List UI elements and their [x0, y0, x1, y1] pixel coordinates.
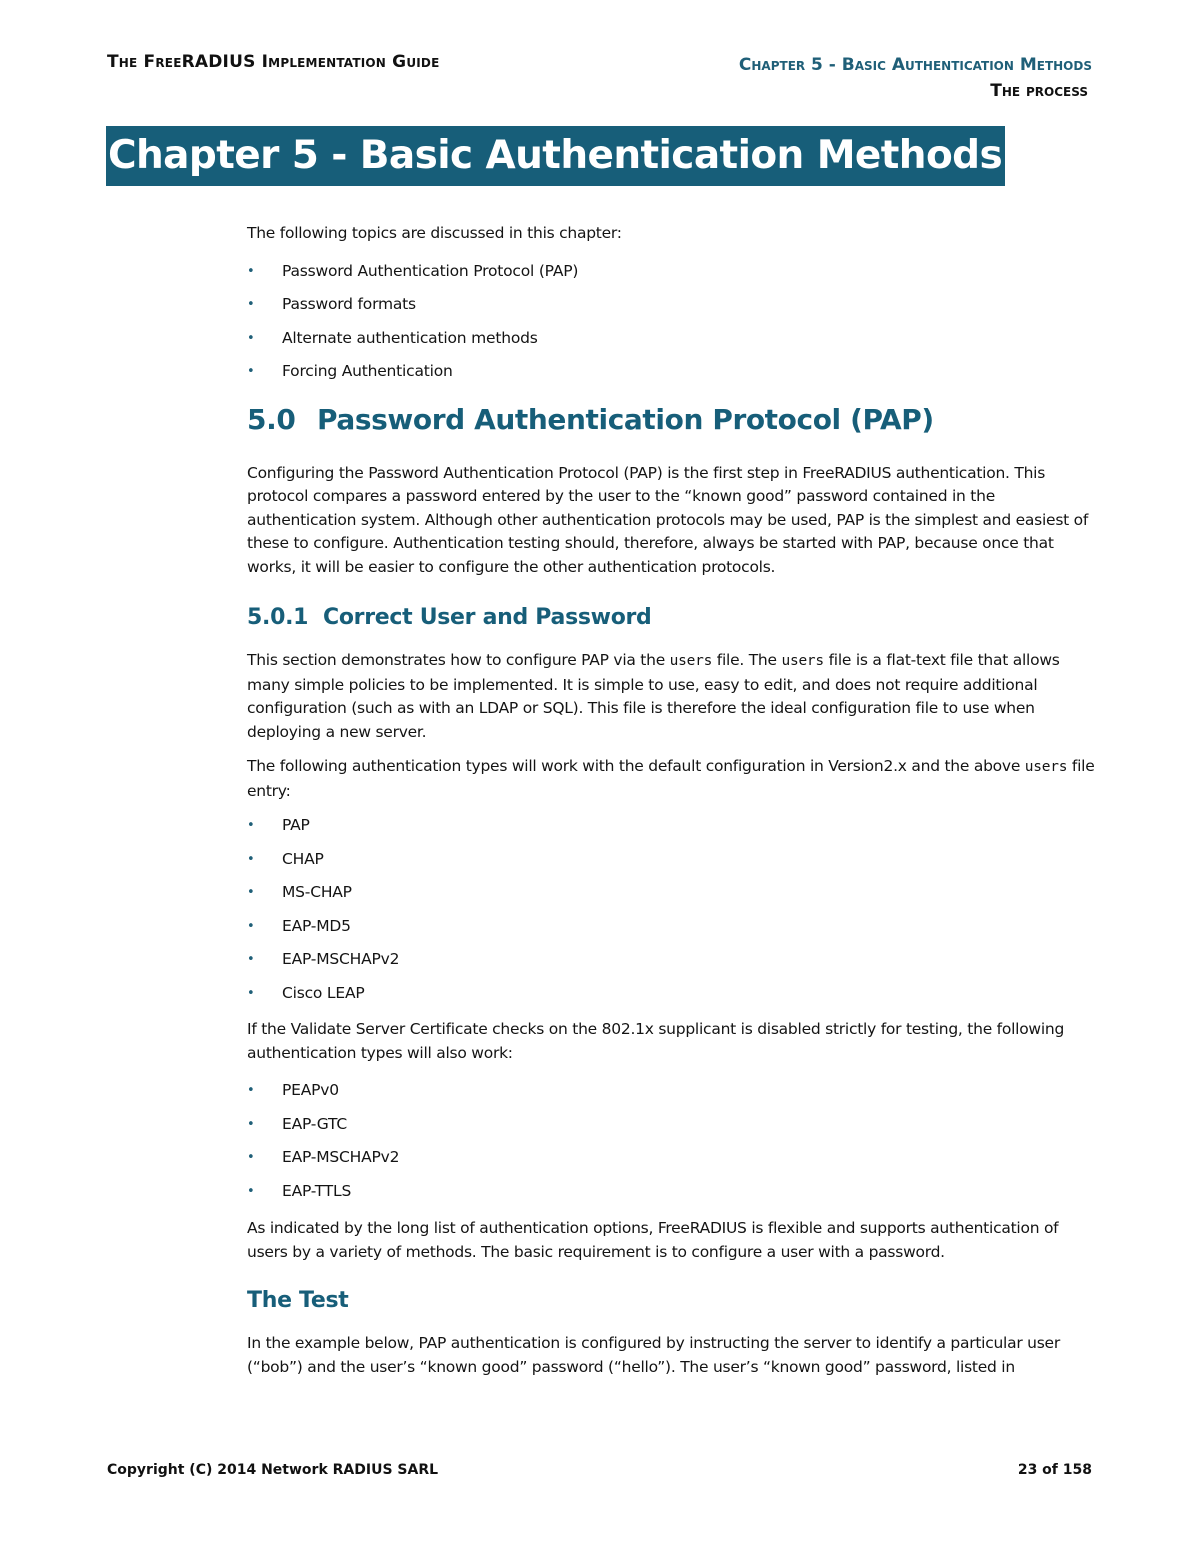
- bullet-icon: •: [247, 330, 255, 346]
- extra-auth-type-list: [247, 1079, 1097, 1203]
- section-title: Password Authentication Protocol (PAP): [317, 402, 934, 436]
- users-file-paragraph: This section demonstrates how to configure PAP via the users file. The users file is a flat-text file that allows many simple policies to be implemented. It is simple to use, easy to edit, and does not require additional configuration (such as with an LDAP or SQL). This file is therefore the ideal configuration file to use when deploying a new server.: [247, 651, 1060, 741]
- bullet-icon: •: [247, 1150, 255, 1165]
- list-item: • EAP-MD5: [247, 915, 1097, 939]
- validate-cert-paragraph: If the Validate Server Certificate checks on the 802.1x supplicant is disabled strictly for testing, the following authentication types will also work:: [247, 1020, 1065, 1062]
- code-users: users: [1024, 759, 1068, 775]
- intro-paragraph: The following topics are discussed in this chapter:: [247, 224, 622, 242]
- bullet-icon: •: [247, 1116, 255, 1132]
- list-item: • MS-CHAP: [247, 881, 1097, 905]
- list-item: • PAP: [247, 814, 1097, 838]
- list-item: • EAP-GTC: [247, 1113, 1097, 1137]
- section-number: 5.0.1: [247, 605, 309, 630]
- running-header-right: [739, 52, 1092, 104]
- list-item: • EAP-MSCHAPv2: [247, 948, 1097, 972]
- section-heading-5-0: [247, 402, 1097, 438]
- bullet-icon: •: [247, 952, 255, 967]
- list-item: • Alternate authentication methods: [247, 327, 1097, 351]
- footer-page-number: 23 of 158: [1017, 1462, 1092, 1478]
- list-item: • PEAPv0: [247, 1079, 1097, 1103]
- bullet-icon: •: [247, 885, 255, 900]
- bullet-icon: •: [247, 985, 255, 1001]
- bullet-icon: •: [247, 297, 255, 312]
- page-body: [247, 222, 1097, 1379]
- footer-copyright: Copyright (C) 2014 Network RADIUS SARL: [107, 1462, 439, 1478]
- list-item: • CHAP: [247, 848, 1097, 872]
- flexibility-paragraph: As indicated by the long list of authentication options, FreeRADIUS is flexible and supports authentication of users by a variety of methods. The basic requirement is to configure a user with a password.: [247, 1219, 1059, 1261]
- list-item: • Cisco LEAP: [247, 982, 1097, 1006]
- code-users: users: [781, 653, 824, 669]
- section-5-0-paragraph: Configuring the Password Authentication Protocol (PAP) is the first step in FreeRADIUS authentication. This protocol compares a password entered by the user to the “known good” password contained in the authentication system. Although other authentication protocols may be used, PAP is the simplest and easiest of these to configure. Authentication testing should, therefore, always be started with PAP, because once that works, it will be easier to configure the other authentication protocols.: [247, 463, 1089, 576]
- bullet-icon: •: [247, 263, 255, 279]
- chapter-title: Chapter 5 - Basic Authentication Methods: [106, 126, 1005, 186]
- bullet-icon: •: [247, 851, 255, 867]
- list-item: • Password formats: [247, 293, 1097, 317]
- bullet-icon: •: [247, 1183, 255, 1199]
- code-users: users: [669, 653, 713, 669]
- running-header-section: The process: [990, 81, 1088, 101]
- running-header-title: The FreeRADIUS Implementation Guide: [107, 52, 440, 72]
- auth-types-paragraph: The following authentication types will work with the default configuration in Version2.x and the above users file entry:: [247, 757, 1095, 800]
- list-item: • EAP-MSCHAPv2: [247, 1146, 1097, 1170]
- list-item: • EAP-TTLS: [247, 1180, 1097, 1204]
- section-heading-5-0-1: [247, 603, 1097, 633]
- running-header-chapter: Chapter 5 - Basic Authentication Methods: [738, 55, 1092, 75]
- section-number: 5.0: [247, 402, 296, 436]
- bullet-icon: •: [247, 364, 255, 379]
- bullet-icon: •: [247, 918, 255, 934]
- auth-type-list: [247, 814, 1097, 1005]
- list-item: • Password Authentication Protocol (PAP): [247, 260, 1097, 284]
- bullet-icon: •: [247, 818, 255, 833]
- list-item: • Forcing Authentication: [247, 360, 1097, 384]
- bullet-icon: •: [247, 1083, 255, 1098]
- topic-list: [247, 260, 1097, 384]
- the-test-paragraph: In the example below, PAP authentication is configured by instructing the server to identify a particular user (“bob”) and the user’s “known good” password (“hello”). The user’s “known good” password, listed in: [247, 1334, 1060, 1376]
- the-test-heading: The Test: [247, 1288, 349, 1313]
- section-title: Correct User and Password: [323, 605, 652, 630]
